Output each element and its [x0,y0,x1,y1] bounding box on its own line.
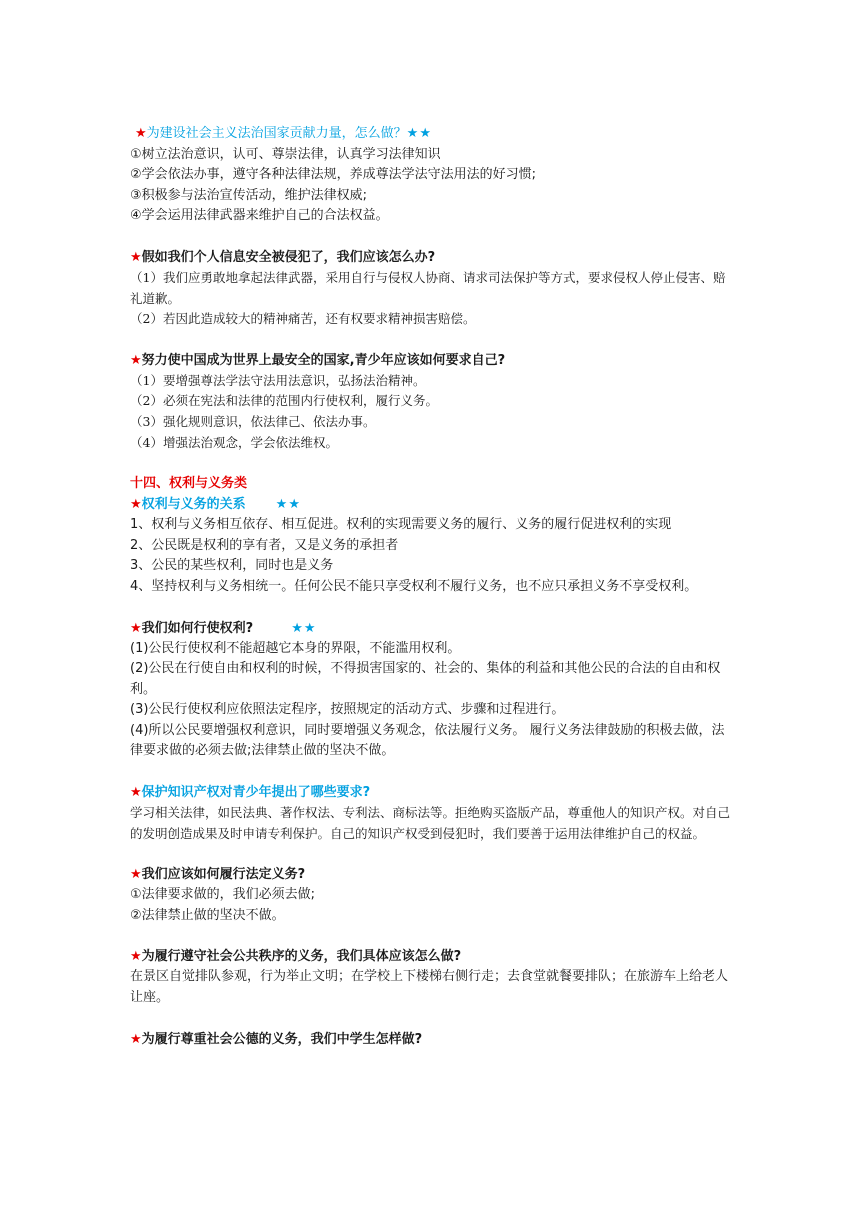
rating-stars: ★★ [291,620,317,636]
list-item: 3、公民的某些权利，同时也是义务 [130,558,334,574]
list-item: ③积极参与法治宣传活动，维护法律权威; [130,187,368,203]
paragraph: 学习相关法律，如民法典、著作权法、专利法、商标法等。拒绝购买盗版产品，尊重他人的知识产权。对自己的发明创造成果及时申请专利保护。自己的知识产权受到侵犯时，我们要善于运用法律维护自己的权益。 [130,805,731,841]
section-heading [130,864,735,885]
list-item: （1）我们应勇敢地拿起法律武器，采用自行与侵权人协商、请求司法保护等方式，要求侵权人停止侵害、赔礼道歉。 [130,269,726,306]
star-icon: ★ [130,867,142,883]
list-item: 2、公民既是权利的享有者，又是义务的承担者 [130,537,399,553]
heading-text: 我们应该如何履行法定义务? [141,867,306,883]
heading-text: 保护知识产权对青少年提出了哪些要求? [141,785,371,801]
heading-text: 努力使中国成为世界上最安全的国家,青少年应该如何要求自己? [141,352,506,368]
document-page [130,124,735,1050]
star-icon: ★ [130,949,142,965]
star-icon: ★ [130,497,142,513]
section-heading [130,494,735,515]
paragraph: 在景区自觉排队参观，行为举止文明；在学校上下楼梯右侧行走；去食堂就餐要排队；在旅游车上给老人让座。 [130,969,729,1006]
list-item: ①法律要求做的，我们必须去做; [130,887,316,903]
list-item: ④学会运用法律武器来维护自己的合法权益。 [130,208,389,224]
list-item: (2)公民在行使自由和权利的时候，不得损害国家的、社会的、集体的利益和其他公民的合法的自由和权利。 [130,661,721,697]
list-item: （4）增强法治观念，学会依法维权。 [130,434,338,450]
heading-text: 为履行尊重社会公德的义务，我们中学生怎样做? [141,1031,423,1047]
list-item: （3）强化规则意识，依法律己、依法办事。 [130,413,376,429]
star-icon: ★ [135,126,147,141]
list-item: ②法律禁止做的坚决不做。 [130,907,285,923]
section-heading [130,946,735,967]
section-heading [130,350,735,371]
rating-stars: ★★ [275,497,301,513]
heading-text: 我们如何行使权利? [141,620,254,636]
list-item: 4、坚持权利与义务相统一。任何公民不能只享受权利不履行义务，也不应只承担义务不享受权利。 [130,578,698,594]
star-icon: ★ [130,620,142,636]
list-item: （2）必须在宪法和法律的范围内行使权利，履行义务。 [130,393,438,409]
list-item: (3)公民行使权利应依照法定程序，按照规定的活动方式、步骤和过程进行。 [130,702,565,718]
list-item: ②学会依法办事，遵守各种法律法规，养成尊法学法守法用法的好习惯; [130,167,537,183]
section-heading [130,782,735,803]
star-icon: ★ [130,249,142,265]
rating-stars: ★★ [406,126,432,141]
star-icon: ★ [130,785,142,801]
list-item: (1)公民行使权利不能超越它本身的界限，不能滥用权利。 [130,640,461,656]
star-icon: ★ [130,352,142,368]
section-heading [130,1029,735,1050]
section-heading [130,247,735,268]
section-heading [130,124,735,145]
list-item: ①树立法治意识，认可、尊崇法律，认真学习法律知识 [130,146,441,162]
heading-text: 权利与义务的关系 [141,497,246,513]
section-heading [130,618,735,639]
heading-text: 假如我们个人信息安全被侵犯了，我们应该怎么办? [141,249,436,265]
list-item: (4)所以公民要增强权利意识，同时要增强义务观念，依法履行义务。 履行义务法律鼓励的积极去做，法律要求做的必须去做;法律禁止做的坚决不做。 [130,722,725,759]
list-item: （2）若因此造成较大的精神痛苦，还有权要求精神损害赔偿。 [130,311,476,327]
list-item: 1、权利与义务相互依存、相互促进。权利的实现需要义务的履行、义务的履行促进权利的实现 [130,517,672,533]
heading-text: 为履行遵守社会公共秩序的义务，我们具体应该怎么做? [141,949,462,965]
star-icon: ★ [130,1031,142,1047]
heading-text: 为建设社会主义法治国家贡献力量，怎么做？ [146,126,407,141]
list-item: （1）要增强尊法学法守法用法意识，弘扬法治精神。 [130,372,426,388]
chapter-heading: 十四、权利与义务类 [130,476,248,492]
